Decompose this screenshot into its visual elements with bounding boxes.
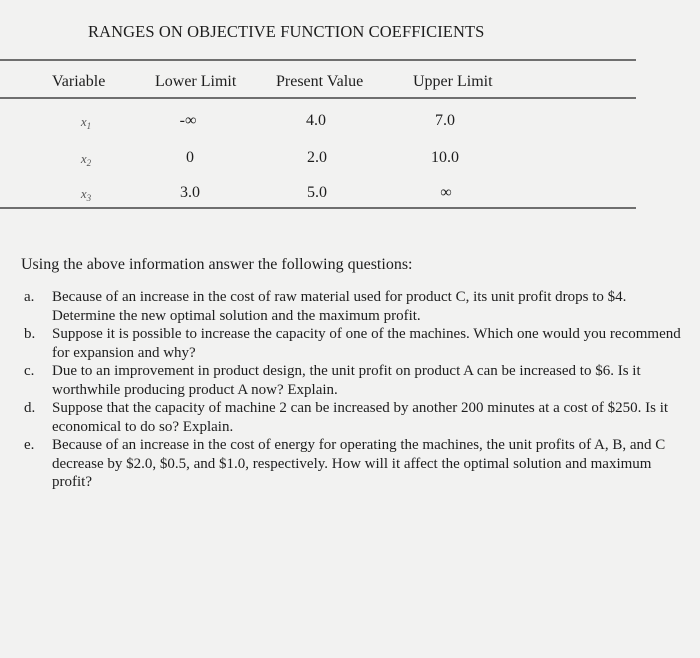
header-present-value: Present Value [276,73,364,90]
question-label: a. [24,289,35,305]
question-list [0,288,700,492]
question-label: e. [24,437,35,453]
question-text: Suppose it is possible to increase the capacity of one of the machines. Which one would you recommend for expansion and why? [52,326,681,361]
question-e [24,436,682,492]
table-header-rule [0,97,636,99]
variable-cell: $x_1$ [80,114,92,131]
question-label: c. [24,363,35,379]
lower-limit-cell: -∞ [179,112,197,129]
upper-limit-cell: 7.0 [435,112,455,129]
table-title: RANGES ON OBJECTIVE FUNCTION COEFFICIENTS [88,22,485,41]
question-c [24,362,682,399]
question-label: d. [24,400,36,416]
question-text: Due to an improvement in product design, the unit profit on product A can be increased to $6. Is it worthwhile producing product A now? Explain. [52,363,641,398]
question-a [24,288,682,325]
lower-limit-cell: 3.0 [180,184,200,201]
header-variable: Variable [52,73,106,90]
variable-cell: $x_3$ [80,186,92,203]
intro-text: Using the above information answer the following questions: [21,256,413,273]
upper-limit-cell: 10.0 [431,149,459,166]
present-value-cell: 4.0 [306,112,326,129]
present-value-cell: 5.0 [307,184,327,201]
question-text: Because of an increase in the cost of raw material used for product C, its unit profit drops to $4. Determine the new optimal solution and the maximum profit. [52,289,627,324]
question-d [24,399,682,436]
table-bottom-rule [0,207,636,209]
question-label: b. [24,326,36,342]
lower-limit-cell: 0 [186,149,194,166]
header-upper-limit: Upper Limit [413,73,493,90]
upper-limit-cell: ∞ [440,184,452,201]
question-text: Because of an increase in the cost of energy for operating the machines, the unit profits of A, B, and C decrease by $2.0, $0.5, and $1.0, respectively. How will it affect the optimal solution and maximum profit? [52,437,666,490]
header-lower-limit: Lower Limit [155,73,237,90]
question-text: Suppose that the capacity of machine 2 can be increased by another 200 minutes at a cost of $250. Is it economical to do so? Explain. [52,400,669,435]
question-b [24,325,682,362]
present-value-cell: 2.0 [307,149,327,166]
variable-cell: $x_2$ [80,151,92,168]
table-top-rule [0,59,636,61]
